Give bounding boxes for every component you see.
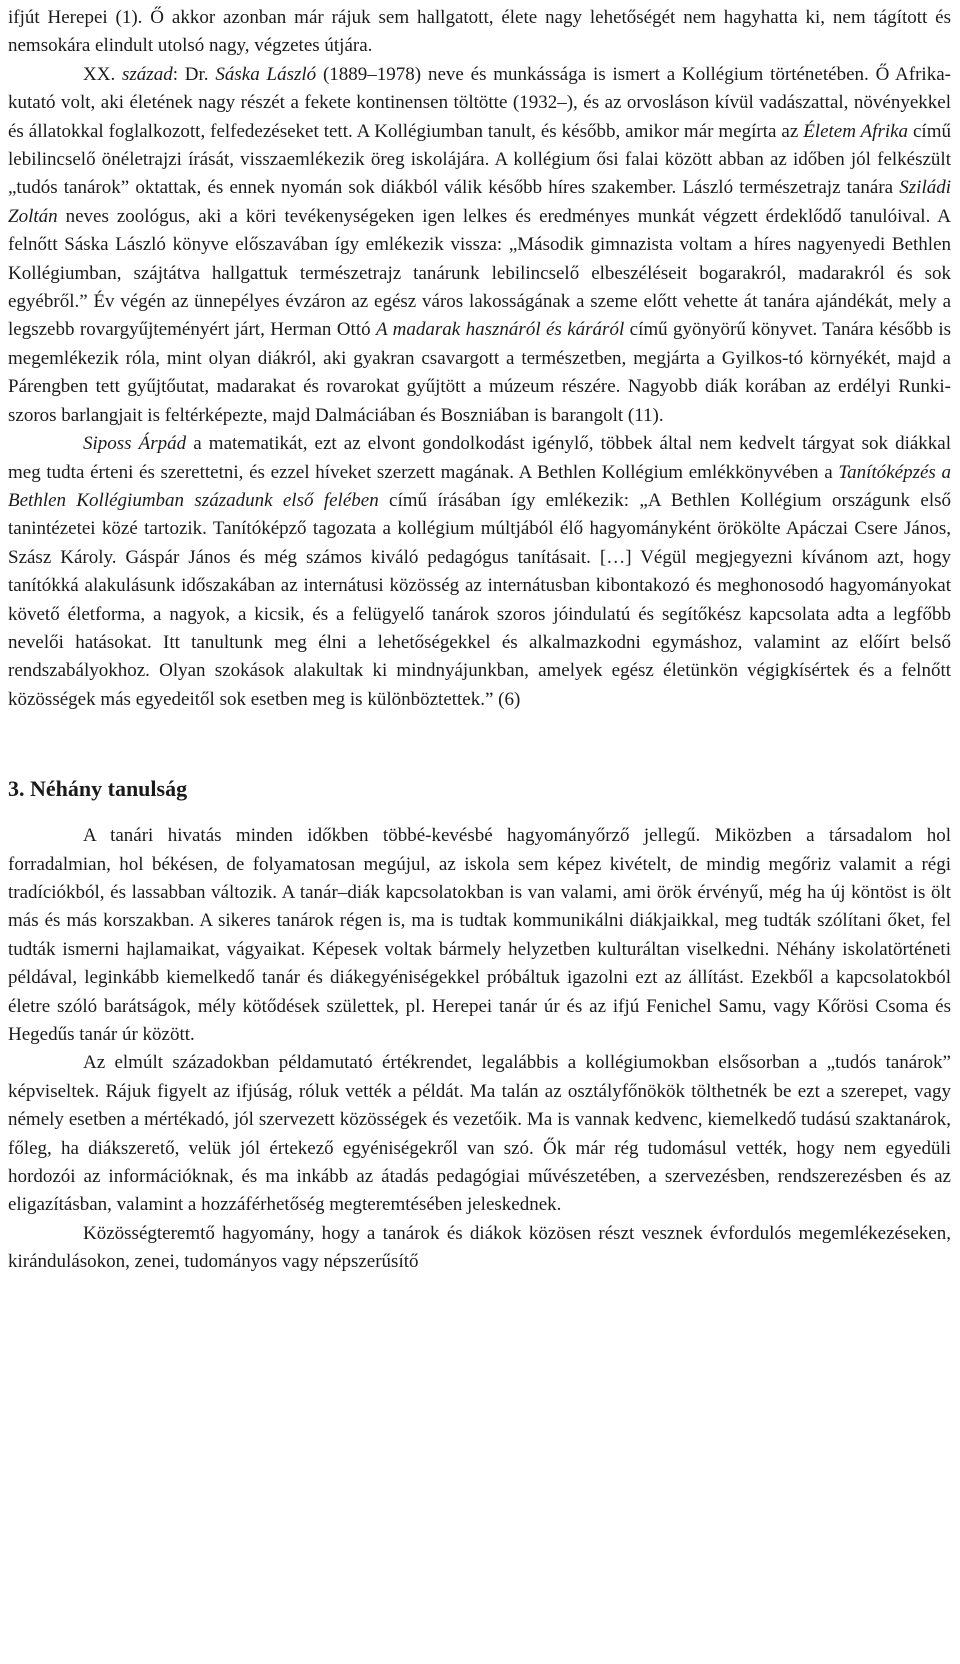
section-heading: 3. Néhány tanulság [8, 776, 188, 802]
paragraph-herepei-end: ifjút Herepei (1). Ő akkor azonban már rájuk sem hallgatott, élete nagy lehetőségét nem hagyhatta ki, nem tágított és nemsokára elindult utolsó nagy, végzetes útjára. [8, 7, 951, 57]
paragraph-tanulsag-1: A tanári hivatás minden időkben többé-kevésbé hagyományőrző jellegű. Miközben a társadalom hol forradalmian, hol békésen, de folyamatosan megújul, az iskola sem képez kivételt, de mindig megőriz valamit a régi tradíciókból, és lassabban változik. A tanár–diák kapcsolatokban is van valami, ami örök érvényű, még ha új köntöst is ölt más és más korszakban. A sikeres tanárok régen is, ma is tudtak kommunikálni diákjaikkal, meg tudták szólítani őket, fel tudták ismerni hajlamaikat, vágyaikat. Képesek voltak bármely helyzetben kulturáltan viselkedni. Néhány iskolatörténeti példával, leginkább kiemelkedő tanár és diákegyéniségekkel próbáltuk igazolni ezt az állítást. Ezekből a kapcsolatokból életre szóló barátságok, mély kötődések születtek, pl. Herepei tanár úr és az ifjú Fenichel Samu, vagy Kőrösi Csoma és Hegedűs tanár úr között. [8, 825, 951, 1045]
paragraph-siposs-arpad: Siposs Árpád a matematikát, ezt az elvont gondolkodást igénylő, többek által nem kedvelt tárgyat sok diákkal meg tudta érteni és szerettetni, és ezzel híveket szerzett magának. A Bethlen Kollégium emlékkönyvében a Tanítóképzés a Bethlen Kollégiumban századunk első felében című írásában így emlékezik: „A Bethlen Kollégium országunk első tanintézetei közé tartozik. Tanítóképző tagozata a kollégium múltjából élő hagyományként örökölte Apáczai Csere János, Szász Károly. Gáspár János és még számos kiváló pedagógus tanításait. […] Végül megjegyezni kívánom azt, hogy tanítókká alakulásunk időszakában az internátusi közösség az internátusban kibontakozó és meghonosodó hagyományokat követő életforma, a nagyok, a kicsik, és a felügyelő tanárok szoros jóindulatú és segítőkész kapcsolata adta a legfőbb nevelői hatásokat. Itt tanultunk meg élni a lehetőségekkel és alkalmazkodni egymáshoz, valamint az előírt belső rendszabályokhoz. Olyan szokások alakultak ki mindnyájunkban, amelyek egész életünkön végigkísértek és a felnőtt közösségek más egyedeitől sok esetben meg is különböztettek.” (6) [8, 433, 952, 710]
paragraph-tanulsag-3: Közösségteremtő hagyomány, hogy a tanárok és diákok közösen részt vesznek évfordulós megemlékezéseken, kirándulásokon, zenei, tudományos vagy népszerűsítő [8, 1222, 951, 1273]
paragraph-tanulsag-2: Az elmúlt századokban példamutató értékrendet, legalábbis a kollégiumokban elsősorban a „tudós tanárok” képviseltek. Rájuk figyelt az ifjúság, róluk vették a példát. Ma talán az osztályfőnökök tölthetnék be ezt a szerepet, vagy némely esetben a mértékadó, jól szervezett közösségek és vezetőik. Ma is vannak kedvenc, kiemelkedő tudású szaktanárok, főleg, ha diákszerető, velük jól értekező egyéniségekről van szó. Ők már rég tudomásul vették, hogy nem egyedüli hordozói az információknak, és ma inkább az átadás pedagógiai művészetében, a szervezésben, rendszerezésben és az eligazításban, valamint a hozzáférhetőség megteremtésében jeleskednek. [8, 1052, 951, 1216]
paragraph-saska-laszlo: XX. század: Dr. Sáska László (1889–1978) neve és munkássága is ismert a Kollégium történetében. Ő Afrika-kutató volt, aki életének nagy részét a fekete kontinensen töltötte (1932–), és az orvosláson kívül vadászattal, növényekkel és állatokkal foglalkozott, felfedezéseket tett. A Kollégiumban tanult, és később, amikor már megírta az Életem Afrika című lebilincselő önéletrajzi írását, visszaemlékezik öreg iskolájára. A kollégium ősi falai között abban az időben jól felkészült „tudós tanárok” oktattak, és ennek nyomán sok diákból válik később híres szakember. László természetrajz tanára Sziládi Zoltán neves zoológus, aki a köri tevékenységeken igen lelkes és eredményes munkát végzett érdeklődő tanulóival. A felnőtt Sáska László könyve előszavában így emlékezik vissza: „Második gimnazista voltam a híres nagyenyedi Bethlen Kollégiumban, szájtátva hallgattuk természetrajz tanárunk lebilincselő elbeszéléseit bogarakról, madarakról és sok egyébről.” Év végén az ünnepélyes évzáron az egész város lakosságának a szeme előtt vehette át tanára ajándékát, mely a legszebb rovargyűjteményért járt, Herman Ottó A madarak hasznáról és káráról című gyönyörű könyvet. Tanára később is megemlékezik róla, mint olyan diákról, aki gyakran csavargott a természetben, megjárta a Gyilkos-tó környékét, majd a Párengben tett gyűjtőutat, madarakat és rovarokat gyűjtött a múzeum részére. Nagyobb diák korában az erdélyi Runki-szoros barlangjait is feltérképezte, majd Dalmáciában és Boszniában is barangolt (11). [8, 63, 951, 426]
